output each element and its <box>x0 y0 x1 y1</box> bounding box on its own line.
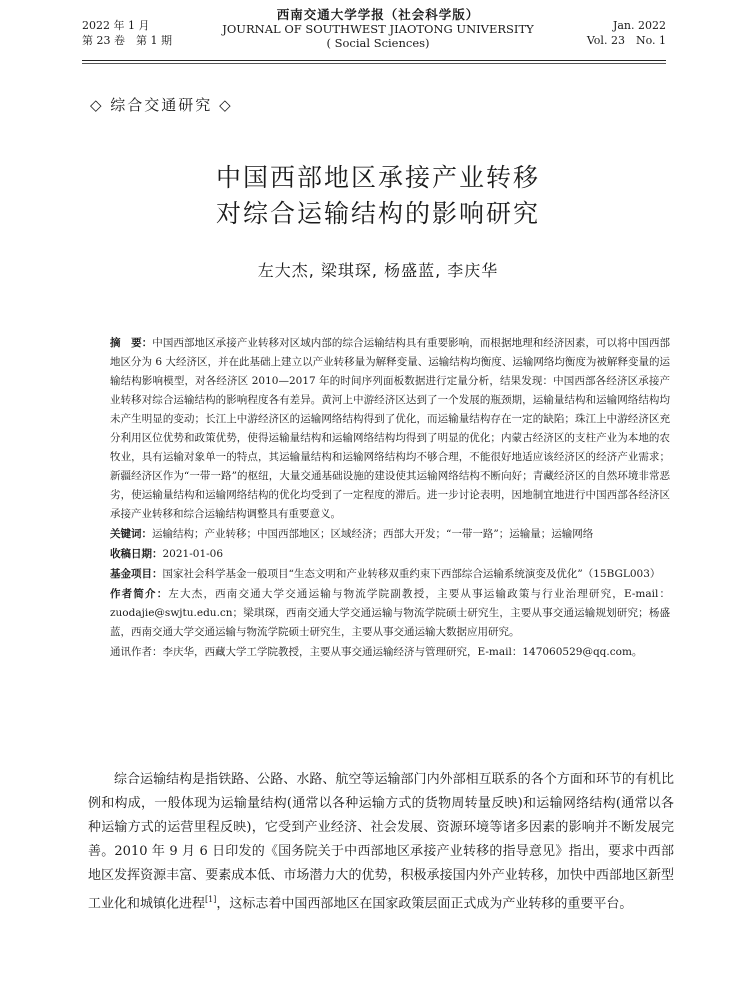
journal-title-en: JOURNAL OF SOUTHWEST JIAOTONG UNIVERSITY <box>222 22 534 36</box>
fund-label: 基金项目： <box>110 568 163 580</box>
bio-label: 作者简介： <box>110 588 169 600</box>
fund-text: 国家社会科学基金一般项目“生态文明和产业转移双重约束下西部综合运输系统演变及优化”（15BGL003） <box>162 568 661 580</box>
title-line-2: 对综合运输结构的影响研究 <box>215 199 540 228</box>
abstract <box>88 334 670 524</box>
running-header <box>0 8 756 58</box>
journal-title-cn: 西南交通大学学报（社会科学版） <box>276 7 480 22</box>
abstract-label: 摘 要： <box>110 337 153 349</box>
header-volume-cn: 第 23 卷 第 1 期 <box>82 34 172 47</box>
body-paragraph-tail: ，这标志着中国西部地区在国家政策层面正式成为产业转移的重要平台。 <box>216 896 633 912</box>
header-rule-thin <box>82 63 666 64</box>
body-text <box>88 768 674 916</box>
author-bio <box>88 585 670 642</box>
header-right <box>587 18 666 48</box>
citation-ref: [1] <box>205 895 217 904</box>
body-paragraph-text: 综合运输结构是指铁路、公路、水路、航空等运输部门内外部相互联系的各个方面和环节的有机比例和构成，一般体现为运输量结构(通常以各种运输方式的货物周转量反映)和运输网络结构(通常以各种运输方式的运营里程反映)，它受到产业经济、社会发展、资源环境等诸多因素的影响并不断发展完善。2010 年 9 月 6 日印发的《国务院关于中西部地区承接产业转移的指导意见》指出，要求中西部地区发挥资源丰富、要素成本低、市场潜力大的优势，积极承接国内外产业转移，加快中西部地区新型工业化和城镇化进程 <box>88 772 674 912</box>
keywords-text: 运输结构；产业转移；中国西部地区；区域经济；西部大开发；“一带一路”；运输量；运输网络 <box>152 528 594 540</box>
fund <box>88 565 670 584</box>
body-paragraph <box>88 768 674 916</box>
journal-subtitle-en: ( Social Sciences) <box>326 36 430 50</box>
received-text: 2021-01-06 <box>162 548 224 560</box>
keywords <box>88 525 670 544</box>
corresponding-author: 通讯作者：李庆华，西藏大学工学院教授，主要从事交通运输经济与管理研究，E-mail：147060529@qq.com。 <box>110 646 643 658</box>
received-label: 收稿日期： <box>110 548 163 560</box>
abstract-text: 中国西部地区承接产业转移对区域内部的综合运输结构具有重要影响，而根据地理和经济因素，可以将中国西部地区分为 6 大经济区，并在此基础上建立以产业转移量为解释变量、运输结构均衡度、运输网络均衡度为被解释变量的运输结构影响模型，对各经济区 2010—2017 年的时间序列面板数据进行定量分析，结果发现：中国西部各经济区承接产业转移对综合运输结构的影响程度各有差异。黄河上中游经济区达到了一个发展的瓶颈期，运输量结构和运输网络结构均未产生明显的变动；长江上中游经济区的运输网络结构得到了优化，而运输量结构存在一定的缺陷；珠江上中游经济区充分利用区位优势和政策优势，使得运输量结构和运输网络结构均得到了明显的优化；内蒙古经济区的支柱产业为本地的农牧业，具有运输对象单一的特点，其运输量结构和运输网络结构均不够合理，不能很好地适应该经济区的经济产业需求；新疆经济区作为“一带一路”的枢纽，大量交通基础设施的建设使其运输网络结构不断向好；青藏经济区的自然环境非常恶劣，使运输量结构和运输网络结构的优化均受到了一定程度的滞后。进一步讨论表明，因地制宜地进行中国西部各经济区承接产业转移和综合运输结构调整具有重要意义。 <box>110 337 671 520</box>
bio-text: 左大杰，西南交通大学交通运输与物流学院副教授，主要从事运输政策与行业治理研究，E-mail：zuodajie@swjtu.edu.cn；梁琪琛，西南交通大学交通运输与物流学院硕士研究生，主要从事交通运输规划研究；杨盛蓝，西南交通大学交通运输与物流学院硕士研究生，主要从事交通运输大数据应用研究。 <box>110 588 670 638</box>
section-heading: ◇ 综合交通研究 ◇ <box>90 96 233 114</box>
header-volume-en: Vol. 23 No. 1 <box>586 34 666 47</box>
front-matter <box>88 334 670 662</box>
header-date-cn: 2022 年 1 月 <box>82 19 150 32</box>
title-line-1: 中国西部地区承接产业转移 <box>215 163 540 192</box>
paper-title <box>0 160 756 232</box>
header-date-en: Jan. 2022 <box>612 19 666 32</box>
author-list: 左大杰, 梁琪琛, 杨盛蓝, 李庆华 <box>257 261 499 280</box>
received-date <box>88 545 670 564</box>
header-rule <box>82 60 666 61</box>
keywords-label: 关键词： <box>110 528 152 540</box>
